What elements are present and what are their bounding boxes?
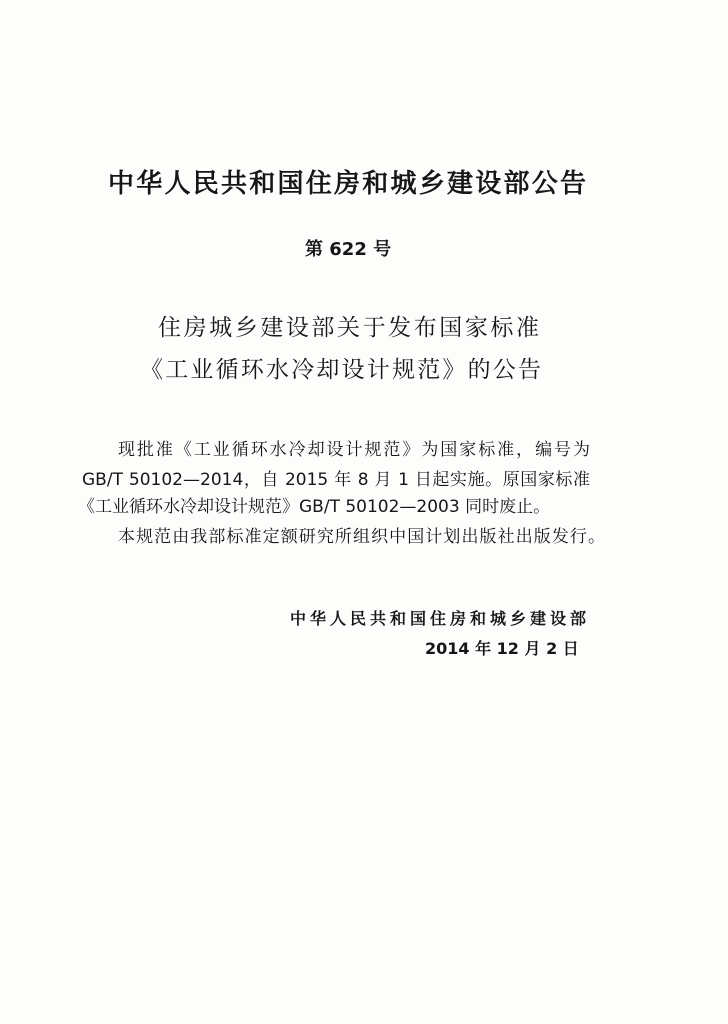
- body-line: 本规范由我部标准定额研究所组织中国计划出版社出版发行。: [118, 527, 605, 547]
- subject-line-2: 《工业循环水冷却设计规范》的公告: [140, 357, 541, 383]
- body-line: 现批准《工业循环水冷却设计规范》为国家标准，编号为: [118, 440, 590, 460]
- subject-line-1: 住房城乡建设部关于发布国家标准: [158, 315, 539, 341]
- body-line: GB/T 50102—2014，自 2015 年 8 月 1 日起实施。原国家标准: [82, 470, 590, 490]
- body-line: 《工业循环水冷却设计规范》GB/T 50102—2003 同时废止。: [78, 497, 551, 517]
- issue-date: 2014 年 12 月 2 日: [425, 639, 579, 658]
- announcement-title: 中华人民共和国住房和城乡建设部公告: [108, 169, 586, 199]
- announcement-number: 第 622 号: [305, 239, 392, 260]
- issuer-name: 中华人民共和国住房和城乡建设部: [290, 609, 586, 628]
